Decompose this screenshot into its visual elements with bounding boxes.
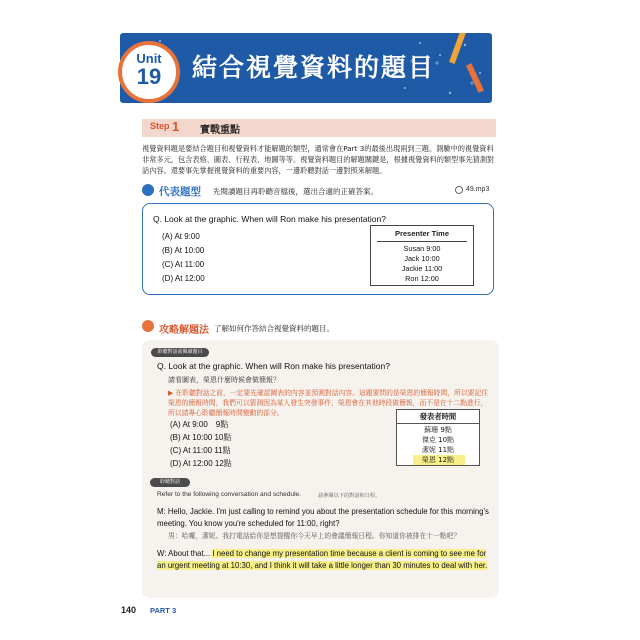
step-bar xyxy=(142,119,496,137)
refer-instruction-zh: 請參閱以下的對話和日程。 xyxy=(318,493,381,499)
strategy-tip: ▶ 在聆聽對話之前，一定要先確認圖表的內容並預測對話內容。這題要問的是榮恩的簡報時間，所以要記住榮恩的簡報時間，我們可以猜測因為某人發生突發事件，榮恩會在其他時段做簡報，而不是在十二點進行，所以請專心聆聽簡報時間變動的部分。 xyxy=(168,389,489,417)
unit-word: Unit xyxy=(136,51,162,66)
tag-listen-dialog: 聆聽對話 xyxy=(150,478,190,487)
tag-read-question: 聆聽對話前閱讀題目 xyxy=(151,348,209,357)
refer-instruction: Refer to the following conversation and schedule. xyxy=(157,491,302,498)
schedule-row: 潔妮 11點 xyxy=(421,446,455,454)
option-c: (C) At 11:00 11點 xyxy=(170,446,231,455)
representative-label: 代表題型 xyxy=(159,186,201,198)
schedule-row: Jackie 11:00 xyxy=(401,264,443,273)
strategy-question-zh: 請看圖表，榮恩什麼時候會做簡報？ xyxy=(168,376,280,384)
unit-title: 結合視覺資料的題目 xyxy=(192,53,436,82)
schedule-row: Jack 10:00 xyxy=(404,254,440,263)
representative-desc: 先閱讀題目再聆聽音檔後，選出合適的正確答案。 xyxy=(213,187,378,196)
pencil-icon xyxy=(449,33,484,93)
audio-icon[interactable] xyxy=(455,186,463,194)
dialog-man: M: Hello, Jackie. I'm just calling to remind you about the presentation schedule for this morning's meeting. You know you're scheduled for 11:00, right? xyxy=(157,507,489,528)
strategy-icon xyxy=(142,320,154,332)
dialog-woman-prefix: W: About that... xyxy=(157,549,213,558)
representative-icon xyxy=(142,184,154,196)
schedule-row: 榮恩 12點 xyxy=(421,456,455,464)
schedule-row: Ron 12:00 xyxy=(405,274,439,283)
schedule-table-zh xyxy=(396,409,480,466)
schedule-row: 蘇珊 9點 xyxy=(424,426,452,434)
schedule-row: 傑克 10點 xyxy=(421,436,455,444)
question-text: Q. Look at the graphic. When will Ron make his presentation? xyxy=(153,214,386,224)
intro-paragraph: 視覺資料題是要結合題目和視覺資料才能解題的類型，通常會在Part 3的最後出現兩到三題。測驗中的視覺資料非常多元，包含表格、圖表、行程表、地圖等等。視覺資料題目的解題關鍵是，根據視覺資料的類型事先猜測對話內容。還要事先掌握視覺資料的重要內容，一邊聆聽對話一邊對照來解題。 xyxy=(142,144,495,175)
schedule-table xyxy=(370,225,474,286)
option-d: (D) At 12:00 xyxy=(162,274,205,283)
schedule-header: Presenter Time xyxy=(394,229,450,238)
option-b: (B) At 10:00 10點 xyxy=(170,433,232,442)
step-label: Step xyxy=(150,121,170,131)
dialog-man-zh: 男：哈囉，潔妮。我打電話給你是想提醒你今天早上的會議簡報日程。你知道你被排在十一點吧？ xyxy=(168,532,461,540)
divider xyxy=(377,241,467,242)
strategy-question: Q. Look at the graphic. When will Ron make his presentation? xyxy=(157,361,390,371)
audio-file[interactable]: 49.mp3 xyxy=(466,186,490,193)
unit-badge xyxy=(118,41,180,103)
strategy-label: 攻略解題法 xyxy=(159,325,209,336)
schedule-header: 發表者時間 xyxy=(419,412,457,421)
option-d: (D) At 12:00 12點 xyxy=(170,459,232,468)
dialog-woman xyxy=(157,548,493,572)
divider xyxy=(397,423,479,424)
page-number: 140 xyxy=(121,605,137,615)
part-label: PART 3 xyxy=(150,606,177,615)
unit-number: 19 xyxy=(136,64,162,89)
option-c: (C) At 11:00 xyxy=(162,260,205,269)
option-b: (B) At 10:00 xyxy=(162,246,205,255)
step-number: 1 xyxy=(172,119,180,134)
dialog-woman-highlight: I need to change my presentation time because a client is coming to see me for an urgent meeting at 10:30, and I think it will take a little longer than 30 minutes to deal with her. xyxy=(157,549,488,570)
step-title: 實戰重點 xyxy=(200,125,240,136)
option-a: (A) At 9:00 xyxy=(162,232,200,241)
schedule-row: Susan 9:00 xyxy=(403,244,441,253)
option-a: (A) At 9:00 9點 xyxy=(170,420,229,429)
strategy-desc: 了解如何作答結合視覺資料的題目。 xyxy=(214,324,334,333)
